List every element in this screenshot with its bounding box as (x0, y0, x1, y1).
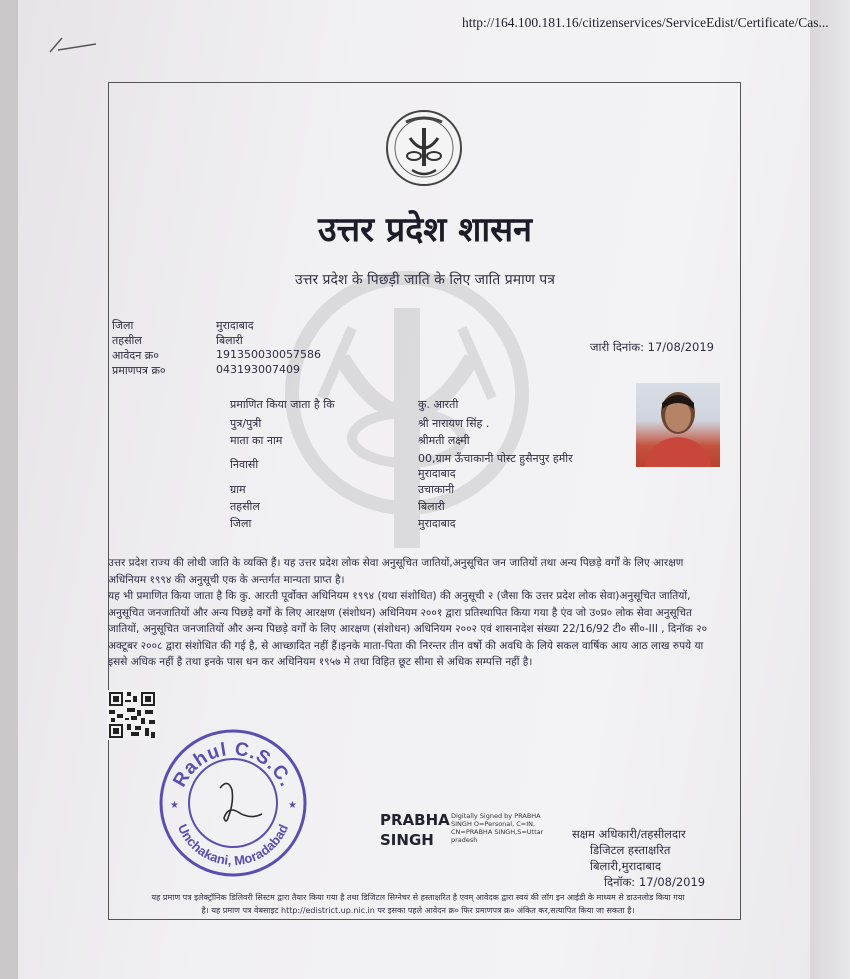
up-emblem-icon (384, 108, 464, 188)
detail-district-label: जिला (230, 517, 252, 530)
issue-date-label: जारी दिनांक: (590, 340, 645, 354)
village-label: ग्राम (230, 483, 246, 496)
certificate-label: प्रमाणपत्र क्र० (112, 364, 166, 377)
stamp-top-text: Rahul C.S.C. (169, 738, 297, 791)
detail-tehsil-value: बिलारी (418, 500, 445, 513)
detail-tehsil-label: तहसील (230, 500, 260, 513)
officer-block (572, 826, 705, 890)
tehsil-label: तहसील (112, 334, 142, 347)
issue-date-value: 17/08/2019 (647, 340, 714, 354)
certificate-body (108, 555, 708, 671)
detail-district-value: मुरादाबाद (418, 517, 456, 530)
csc-stamp-icon (158, 728, 308, 878)
district-value: मुरादाबाद (216, 319, 254, 332)
issue-date (590, 340, 714, 355)
stamp-bottom-text: Unchakani, Moradabad (174, 821, 292, 869)
mother-value: श्रीमती लक्ष्मी (418, 434, 470, 447)
tehsil-value: बिलारी (216, 334, 243, 347)
paper-fold (810, 0, 850, 979)
watermark-emblem-icon (282, 268, 532, 558)
resident-label: निवासी (230, 458, 259, 471)
government-title: उत्तर प्रदेश शासन (317, 210, 532, 250)
body-paragraph-2: यह भी प्रमाणित किया जाता है कि कु. आरती पूर्वोक्त अधिनियम १९९४ (यथा संशोधित) की अनुसूची २ (जैसा कि उत्तर प्रदेश लोक सेवा)अनुसूचित जातियों, अनुसूचित जनजातियों और अन्य पिछड़े वर्गों के लिए आरक्षण (संशोधन) अधिनियम २००१ द्वारा प्रतिस्थापित किया गया है एंव जो उ०प्र० लोक सेवा अनुसूचित जातियों, अनुसूचित जनजातियों और अन्य पिछड़े वर्गों के लिए आरक्षण (संशोधन) अधिनियम २००२ एवं शासनादेश संख्या 22/16/92 टी० सी०-III , दिनॉक २० अक्टूबर २००८ द्वारा संशोधित की गई है, से आच्छादित नहीं हैं।इनके माता-पिता की निरन्तर तीन वर्षो की अवधि के लिये सकल वार्षिक आय आठ लाख रुपये या इससे अधिक नहीं है तथा इनके पास धन कर अधिनियम १९५७ मे तथा विहित छूट सीमा से अधिक सम्पत्ति नहीं है। (108, 590, 708, 668)
svg-text:★: ★ (170, 800, 179, 811)
digital-signature-note: Digitally Signed by PRABHA SINGH O=Personal, C=IN, CN=PRABHA SINGH,S=Uttar pradesh (451, 812, 544, 844)
district-label: जिला (112, 319, 134, 332)
parent-value: श्री नारायण सिंह . (418, 417, 490, 430)
qr-code-icon (107, 690, 157, 740)
resident-line2: मुरादाबाद (418, 467, 456, 480)
signer-name (380, 810, 450, 850)
footer-line1: यह प्रमाण पत्र इलेक्ट्रॉनिक डिलिवरी सिस्टम द्वारा तैयार किया गया है तथा डिजिटल सिग्नेचर से हस्ताक्षरित है एवम् आवेदक द्वारा स्वयं की लॉग इन आईडी के माध्यम से डाउनलोड किया गया (151, 893, 685, 902)
parent-label: पुत्र/पुत्री (230, 417, 262, 430)
person-photo-icon (636, 383, 720, 467)
footer-line2: है। यह प्रमाण पत्र वेबसाइट http://edistrict.up.nic.in पर इसका पहले आवेदन क्र० फिर प्रमाणपत्र क्र० अंकित कर,सत्यापित किया जा सकता है। (201, 906, 635, 915)
print-url: http://164.100.181.16/citizenservices/ServiceEdist/Certificate/Cas... (462, 15, 829, 30)
certify-value: कु. आरती (418, 398, 459, 411)
village-value: उचाकानी (418, 483, 455, 496)
footer-note (98, 891, 738, 917)
officer-location: बिलारी,मुरादाबाद (590, 859, 661, 873)
certificate-title: उत्तर प्रदेश के पिछड़ी जाति के लिए जाति प्रमाण पत्र (295, 272, 555, 288)
signer-name-line1: PRABHA (380, 811, 450, 829)
officer-date-label: दिनॉक: (604, 875, 636, 889)
pen-mark-icon (48, 34, 98, 54)
signer-name-line2: SINGH (380, 831, 434, 849)
applicant-photo (636, 383, 720, 467)
officer-date-value: 17/08/2019 (638, 875, 706, 889)
resident-line1: 00,ग्राम ऊँचाकानी पोस्ट हुसैनपुर हमीर (418, 452, 573, 465)
officer-title: सक्षम अधिकारी/तहसीलदार (572, 827, 686, 841)
mother-label: माता का नाम (230, 434, 283, 447)
body-paragraph-1: उत्तर प्रदेश राज्य की लोधी जाति के व्यक्ति हैं। यह उत्तर प्रदेश लोक सेवा अनुसूचित जातियों,अनुसूचित जन जातियों तथा अन्य पिछड़े वर्गों के लिए आरक्षण अधिनियम १९९४ की अनुसूची एक के अन्तर्गत मान्यता प्राप्त है। (108, 557, 684, 586)
officer-date (572, 874, 705, 890)
application-label: आवेदन क्र० (112, 349, 159, 362)
svg-text:★: ★ (288, 800, 297, 811)
application-number: 191350030057586 (216, 348, 321, 361)
certificate-number: 043193007409 (216, 363, 300, 376)
certify-label: प्रमाणित किया जाता है कि (230, 398, 335, 411)
officer-digital: डिजिटल हस्ताक्षरित (590, 843, 671, 857)
